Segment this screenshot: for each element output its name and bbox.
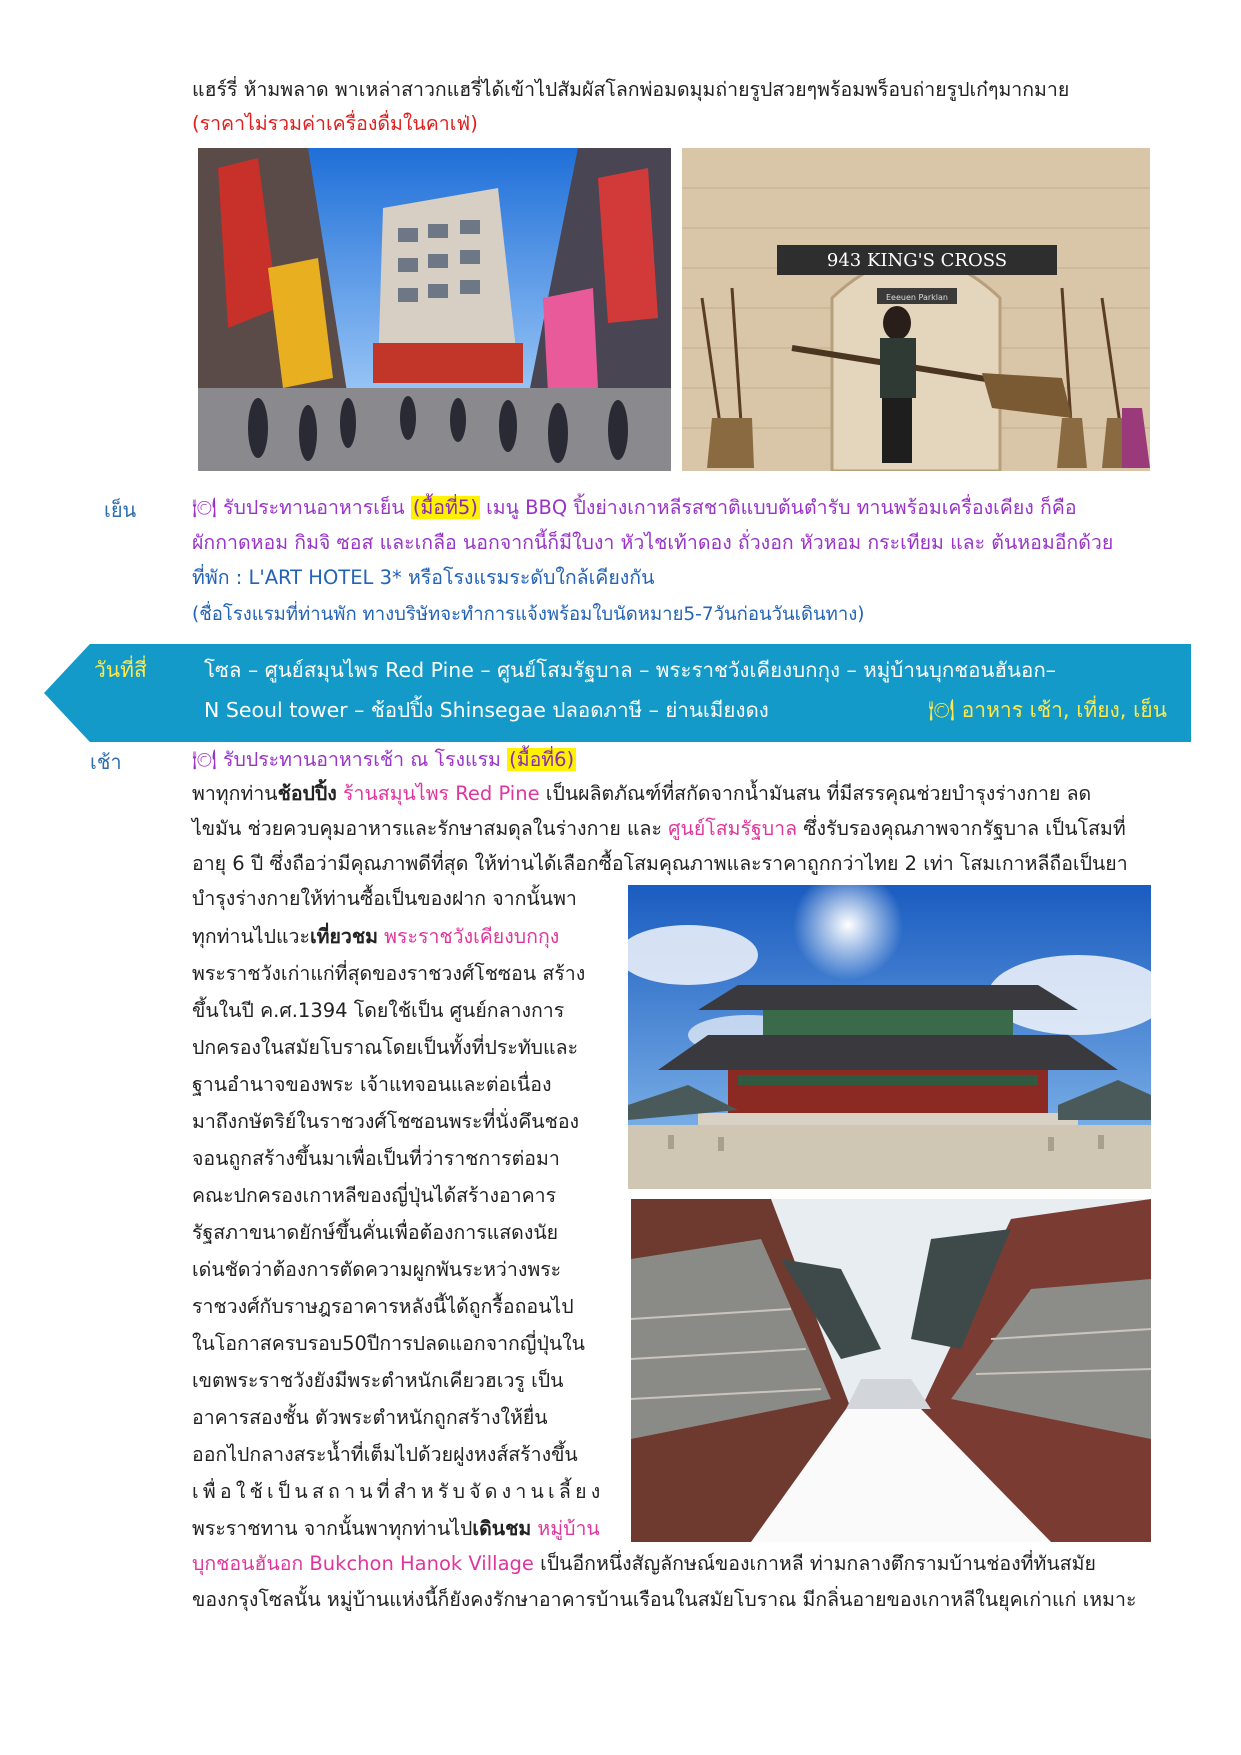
myeongdong-street-photo (198, 148, 671, 471)
itinerary-line-2: N Seoul tower – ช้อปปิ้ง Shinsegae ปลอดภาษี – ย่านเมียงดง (204, 698, 769, 722)
meals-included: 🍽 อาหาร เช้า, เที่ยง, เย็น (928, 698, 1167, 722)
paragraph-line-3: อายุ 6 ปี ซึ่งถือว่ามีคุณภาพดีที่สุด ให้ท่านได้เลือกซื้อโสมคุณภาพและราคาถูกกว่าไทย 2 เท่า โสมเกาหลีถือเป็นยา (192, 852, 1128, 875)
column-line: ราชวงศ์กับราษฎรอาคารหลังนี้ได้ถูกรื้อถอนไป (192, 1295, 574, 1318)
gyeongbokgung-link: พระราชวังเคียงบกกุง (384, 925, 560, 948)
ginseng-center: ศูนย์โสมรัฐบาล (668, 817, 798, 840)
column-line: จอนถูกสร้างขึ้นมาเพื่อเป็นที่ว่าราชการต่อมา (192, 1147, 560, 1170)
kings-cross-plaque: Eeeuen Parklan (886, 293, 948, 302)
column-line: ออกไปกลางสระน้ำที่เต็มไปด้วยฝูงหงส์สร้างขึ้น (192, 1443, 578, 1466)
cafe-price-note: (ราคาไม่รวมค่าเครื่องดื่มในคาเฟ่) (192, 112, 478, 135)
paragraph-line-2: ไขมัน ช่วยควบคุมอาหารและรักษาสมดุลในร่างกาย และ ศูนย์โสมรัฐบาล ซึ่งรับรองคุณภาพจากรัฐบาล เป็นโสมที่ (192, 817, 1126, 840)
column-line: รัฐสภาขนาดยักษ์ขึ้นคั่นเพื่อต้องการแสดงนัย (192, 1221, 559, 1244)
dinner-icon: 🍽 (192, 496, 217, 519)
hotel-info: ที่พัก : L'ART HOTEL 3* หรือโรงแรมระดับใกล้เคียงกัน (192, 566, 655, 589)
kings-cross-sign: 943 KING'S CROSS (826, 250, 1008, 271)
column-line: เขตพระราชวังยังมีพระตำหนักเคียวฮเวรู เป็น (192, 1369, 564, 1392)
column-line: ปกครองในสมัยโบราณโดยเป็นทั้งที่ประทับและ (192, 1036, 579, 1059)
column-line: ในโอกาสครบรอบ50ปีการปลดแอกจากญี่ปุ่นใน (192, 1332, 586, 1355)
column-line-visit: ทุกท่านไปแวะเที่ยวชม พระราชวังเคียงบกกุง (192, 925, 560, 948)
column-line: มาถึงกษัตริย์ในราชวงศ์โชซอนพระที่นั่งคึนชอง (192, 1110, 580, 1133)
dinner-label: เย็น (104, 498, 137, 522)
dinner-line-2: ผักกาดหอม กิมจิ ซอส และเกลือ นอกจากนี้ก็มีใบงา หัวไชเท้าดอง ถั่วงอก หัวหอม กระเทียม และ ต้นหอมอีกด้วย (192, 531, 1114, 554)
kings-cross-cafe-photo (682, 148, 1150, 471)
paragraph-line-4: บุกชอนฮันอก Bukchon Hanok Village เป็นอีกหนึ่งสัญลักษณ์ของเกาหลี ท่ามกลางตึกรามบ้านช่องที่ทันสมัย (192, 1552, 1096, 1575)
hotel-note: (ชื่อโรงแรมที่ท่านพัก ทางบริษัทจะทำการแจ้งพร้อมใบนัดหมาย5-7วันก่อนวันเดินทาง) (192, 604, 865, 625)
paragraph-line-5: ของกรุงโซลนั้น หมู่บ้านแห่งนี้ก็ยังคงรักษาอาคารบ้านเรือนในสมัยโบราณ มีกลิ่นอายของเกาหลีในยุคเก่าแก่ เหมาะ (192, 1588, 1137, 1611)
breakfast-icon: 🍽 (192, 748, 217, 771)
column-line: อาคารสองชั้น ตัวพระตำหนักถูกสร้างให้ยื่น (192, 1406, 548, 1429)
red-pine-shop: ร้านสมุนไพร Red Pine (343, 782, 540, 805)
breakfast-line: 🍽 รับประทานอาหารเช้า ณ โรงแรม (มื้อที่6) (192, 748, 575, 771)
itinerary-line-1: โซล – ศูนย์สมุนไพร Red Pine – ศูนย์โสมรัฐบาล – พระราชวังเคียงบกกุง – หมู่บ้านบุกชอนฮันอก– (204, 658, 1057, 682)
breakfast-label: เช้า (90, 750, 122, 774)
column-line: คณะปกครองเกาหลีของญี่ปุ่นได้สร้างอาคาร (192, 1184, 557, 1207)
bukchon-village-photo (631, 1199, 1151, 1542)
paragraph-line-1: พาทุกท่านช้อปปิ้ง ร้านสมุนไพร Red Pine เป็นผลิตภัณฑ์ที่สกัดจากน้ำมันสน ที่มีสรรคุณช่วยบำรุงร่างกาย ลด (192, 782, 1092, 805)
gyeongbokgung-palace-photo (628, 885, 1151, 1189)
dinner-line-1: 🍽 รับประทานอาหารเย็น (มื้อที่5) เมนู BBQ ปิ้งย่างเกาหลีรสชาติแบบต้นตำรับ ทานพร้อมเครื่องเคียง ก็คือ (192, 496, 1077, 519)
column-line-walk: พระราชทาน จากนั้นพาทุกท่านไปเดินชม หมู่บ้าน (192, 1517, 600, 1540)
meal-icon: 🍽 (928, 698, 955, 722)
day-label: วันที่สี่ (94, 658, 147, 682)
column-line: พระราชวังเก่าแก่ที่สุดของราชวงศ์โชซอน สร้าง (192, 962, 586, 985)
dinner-meal-tag: (มื้อที่5) (412, 496, 478, 519)
column-line: เด่นชัดว่าต้องการตัดความผูกพันระหว่างพระ (192, 1258, 562, 1281)
column-line: ขึ้นในปี ค.ศ.1394 โดยใช้เป็น ศูนย์กลางการ (192, 999, 565, 1022)
intro-line: แฮร์รี่ ห้ามพลาด พาเหล่าสาวกแฮรี่ได้เข้าไปสัมผัสโลกพ่อมดมุมถ่ายรูปสวยๆพร้อมพร็อบถ่ายรูปเก๋ๆมากมาย (192, 78, 1070, 101)
bukchon-link: บุกชอนฮันอก Bukchon Hanok Village (192, 1552, 534, 1575)
column-line: เพื่อใช้เป็นสถานที่สำหรับจัดงานเลี้ยง (192, 1480, 605, 1503)
column-line: บำรุงร่างกายให้ท่านซื้อเป็นของฝาก จากนั้นพา (192, 887, 577, 910)
breakfast-meal-tag: (มื้อที่6) (509, 748, 575, 771)
day-four-banner (44, 644, 1191, 742)
column-line: ฐานอำนาจของพระ เจ้าแทจอนและต่อเนื่อง (192, 1073, 552, 1096)
